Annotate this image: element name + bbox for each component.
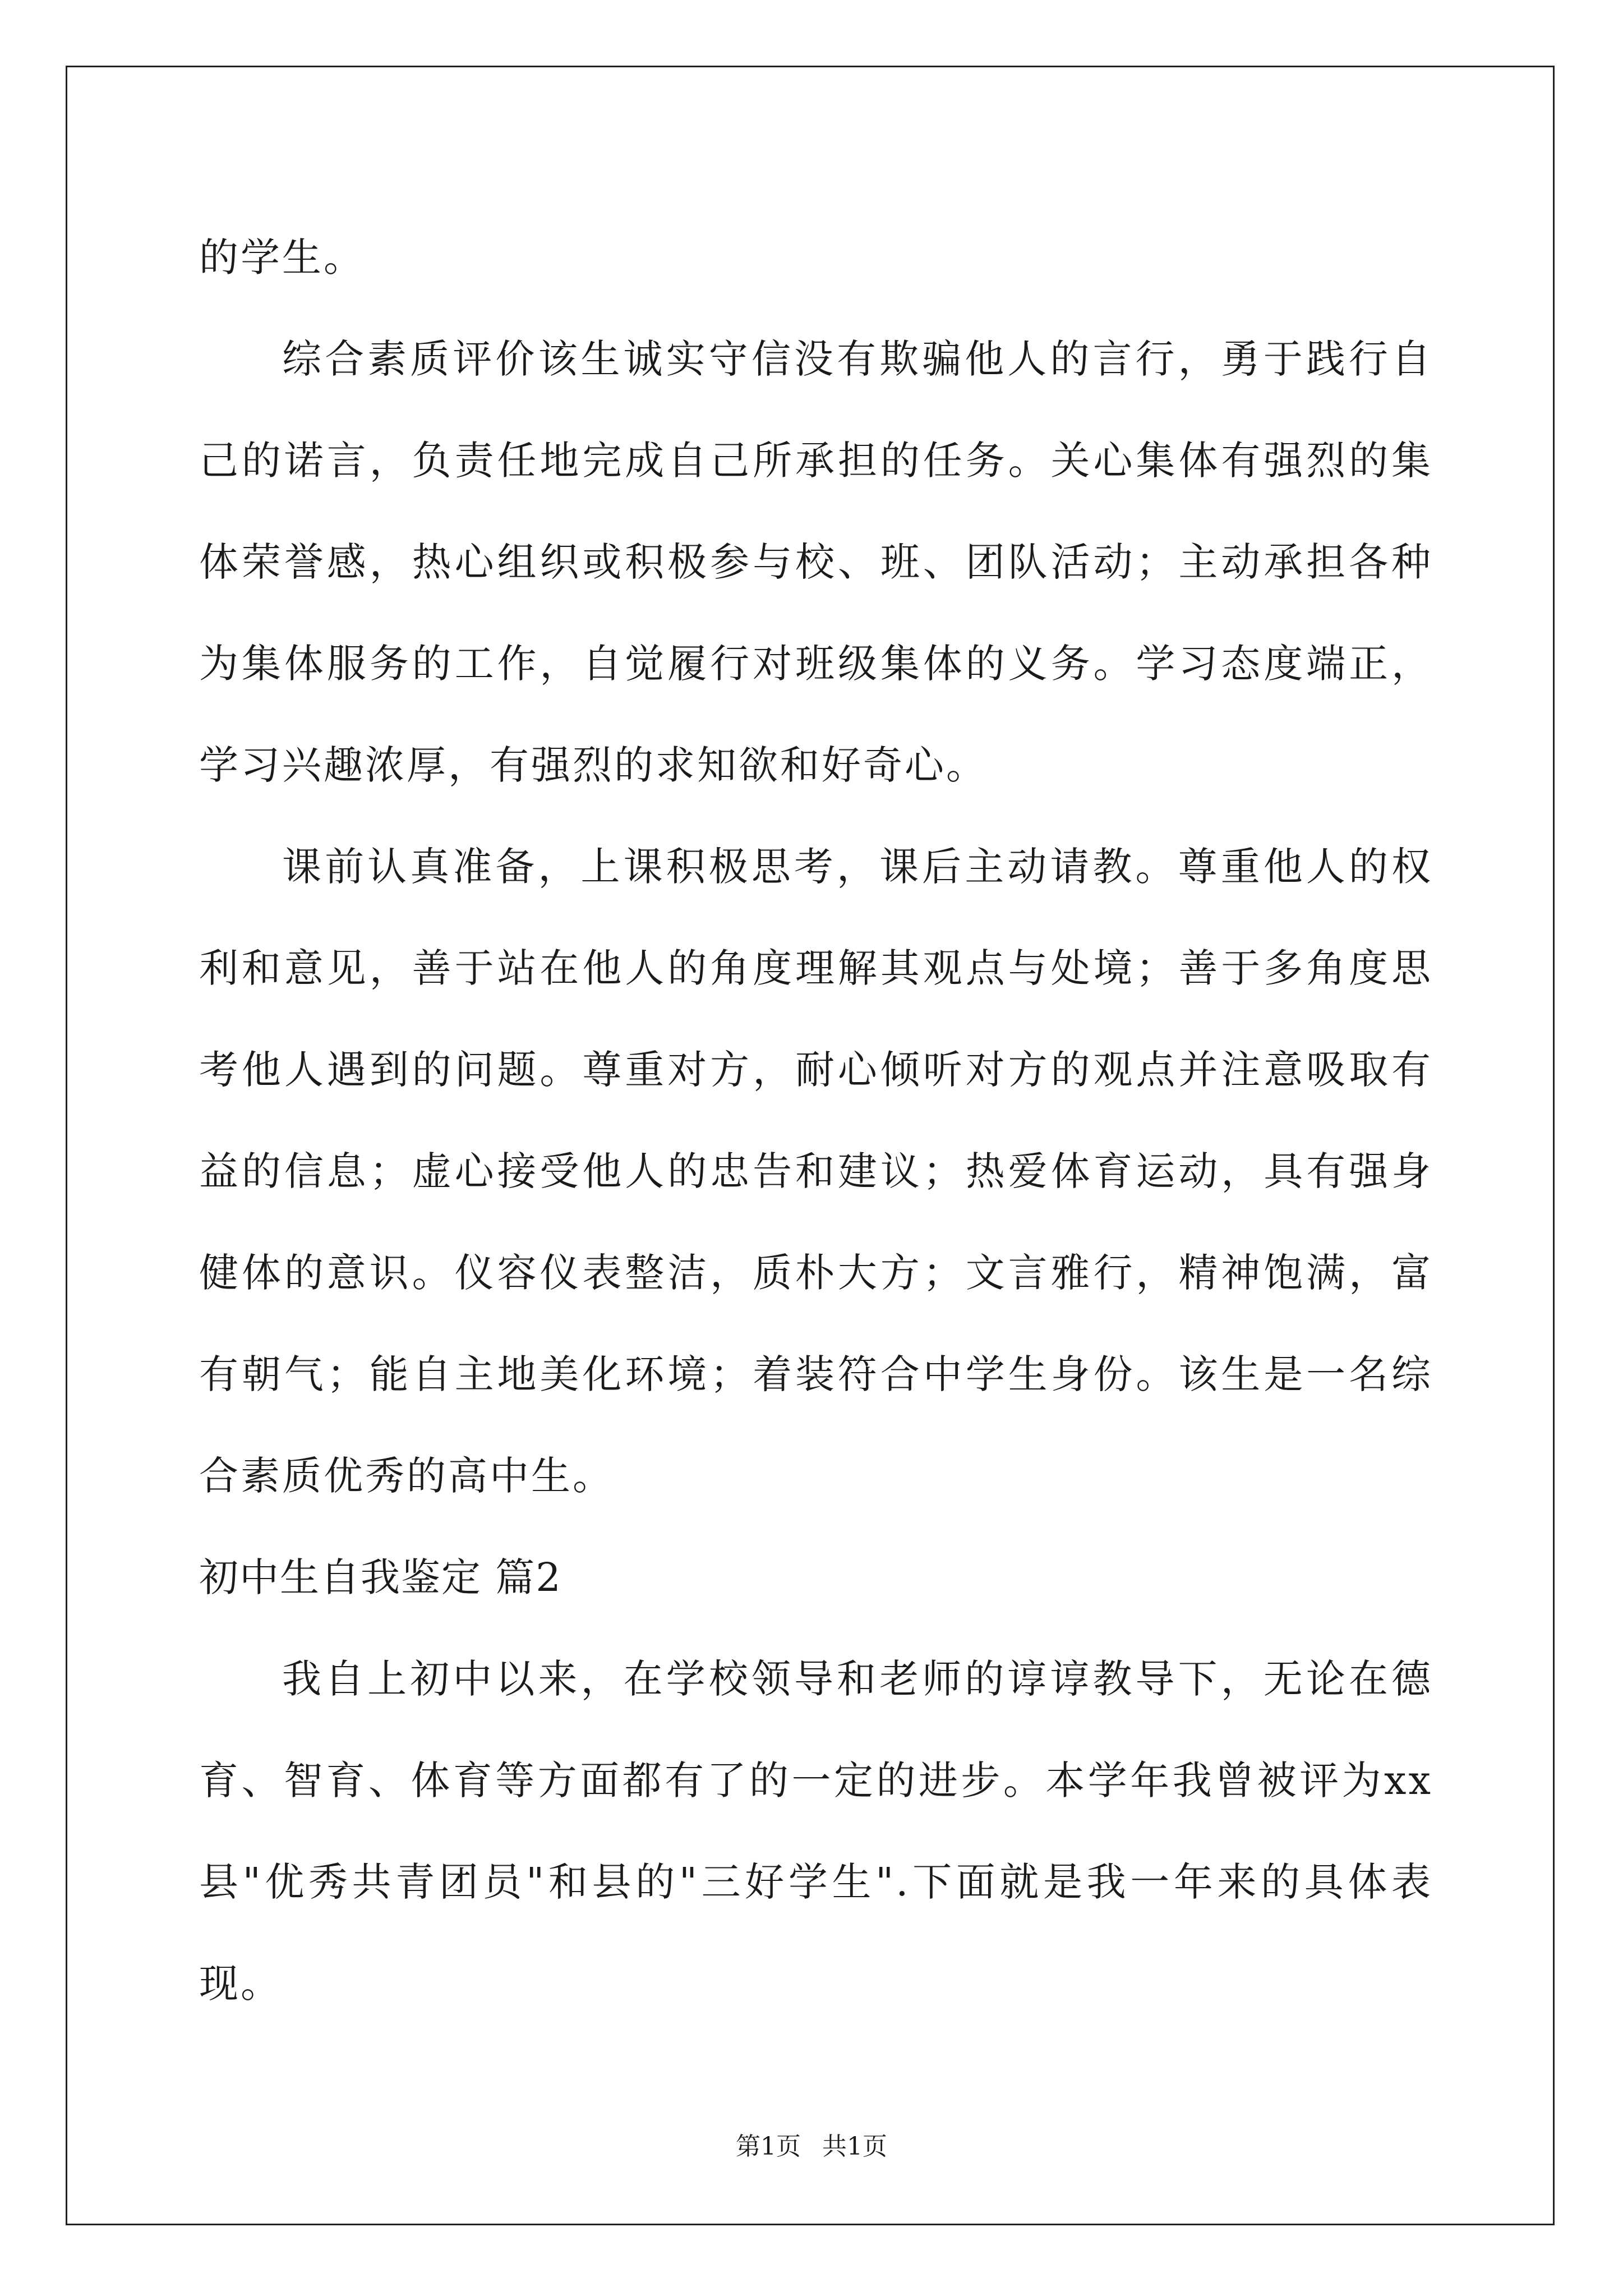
section-heading: 初中生自我鉴定 篇2 bbox=[199, 1554, 562, 1600]
paragraph-self-assessment: 我自上初中以来，在学校领导和老师的谆谆教导下，无论在德育、智育、体育等方面都有了的一定的进步。本学年我曾被评为xx县"优秀共青团员"和县的"三好学生".下面就是我一年来的具体表现。 bbox=[199, 1656, 1433, 2007]
paragraph-evaluation: 综合素质评价该生诚实守信没有欺骗他人的言行，勇于践行自己的诺言，负责任地完成自己所承担的任务。关心集体有强烈的集体荣誉感，热心组织或积极参与校、班、团队活动；主动承担各种为集体服务的工作，自觉履行对班级集体的义务。学习态度端正，学习兴趣浓厚，有强烈的求知欲和好奇心。 bbox=[199, 336, 1433, 788]
paragraph-study-habits: 课前认真准备，上课积极思考，课后主动请教。尊重他人的权利和意见，善于站在他人的角度理解其观点与处境；善于多角度思考他人遇到的问题。尊重对方，耐心倾听对方的观点并注意吸取有益的信息；虚心接受他人的忠告和建议；热爱体育运动，具有强身健体的意识。仪容仪表整洁，质朴大方；文言雅行，精神饱满，富有朝气；能自主地美化环境；着装符合中学生身份。该生是一名综合素质优秀的高中生。 bbox=[199, 844, 1433, 1499]
page-footer: 第1页 共1页 bbox=[736, 2132, 887, 2161]
paragraph-continuation: 的学生。 bbox=[199, 234, 365, 280]
document-body bbox=[199, 207, 1433, 2035]
